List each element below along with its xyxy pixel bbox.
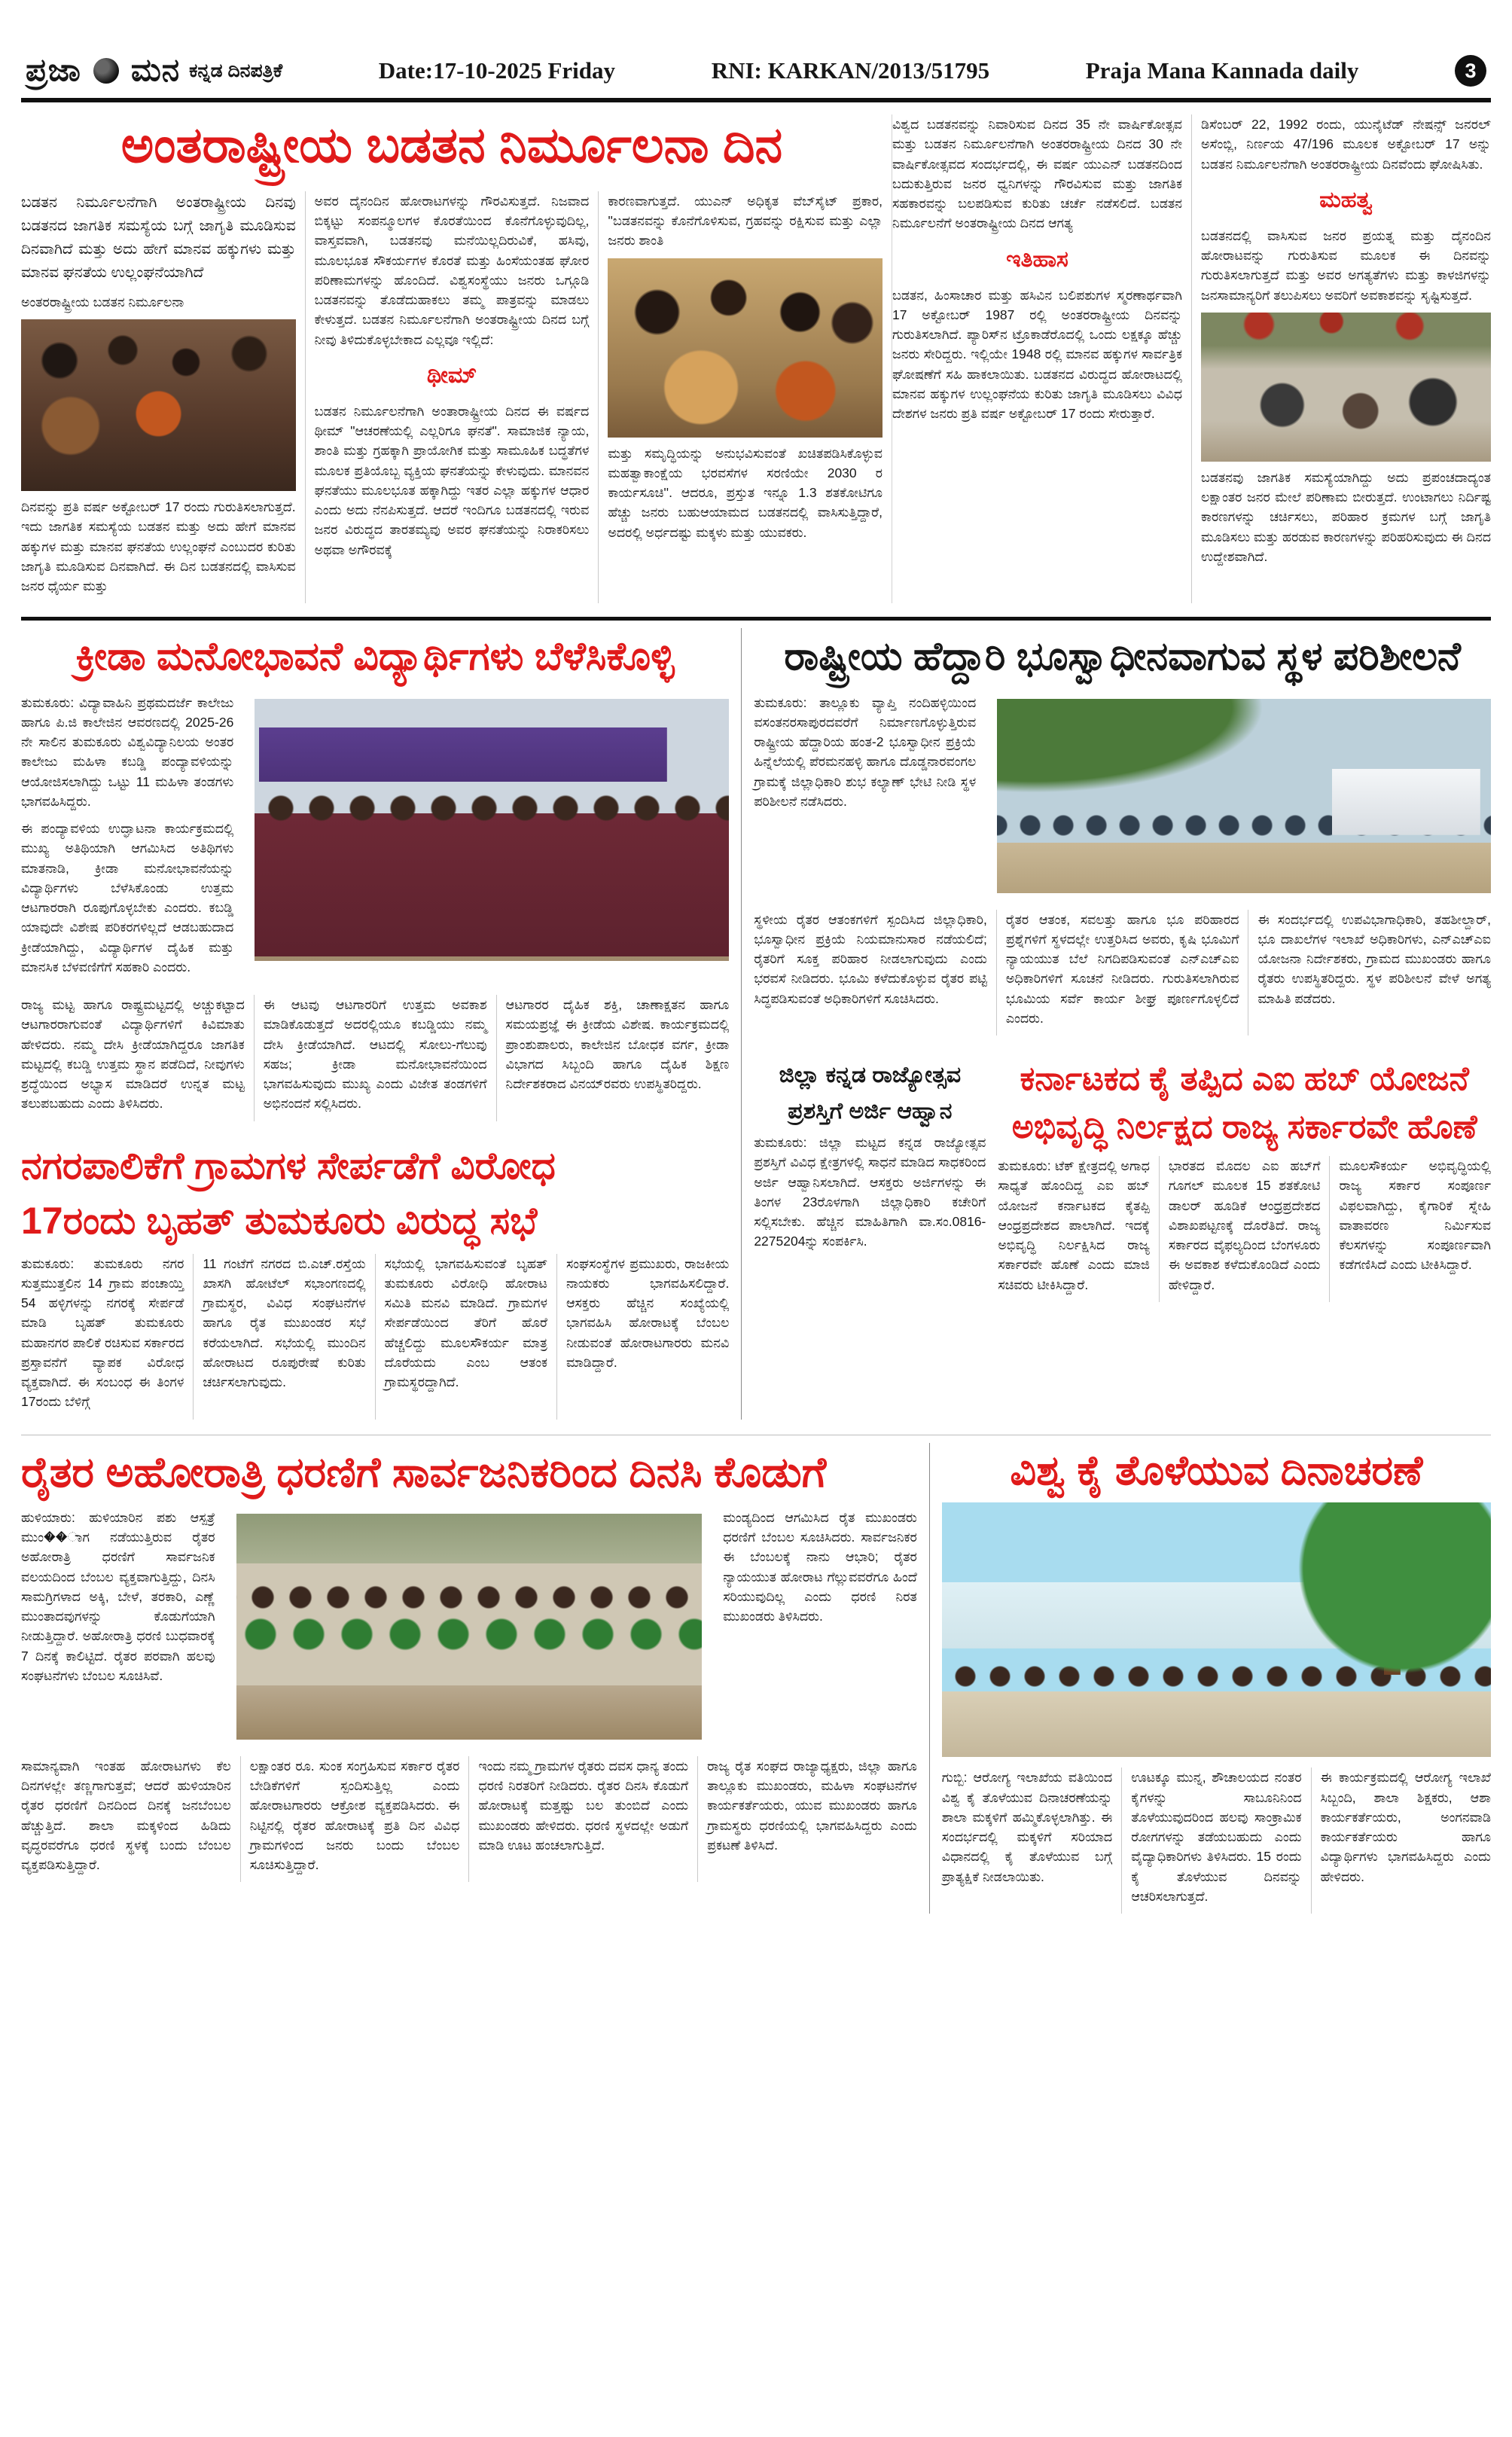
logo-text-right: ಮನ	[130, 53, 181, 88]
farmers-protest-photo	[236, 1514, 703, 1740]
masthead	[21, 0, 1491, 98]
highway-col-a	[754, 910, 996, 1036]
sports-p1: ತುಮಕೂರು: ವಿದ್ಯಾವಾಹಿನಿ ಪ್ರಥಮದರ್ಜೆ ಕಾಲೇಜು ಹಾಗೂ ಪಿ.ಜಿ ಕಾಲೇಜಿನ ಆವರಣದಲ್ಲಿ 2025-26 ನೇ ಸಾಲಿನ ತುಮಕೂರು ವಿಶ್ವವಿದ್ಯಾನಿಲಯ ಅಂತರ ಕಾಲೇಜು ಮಹಿಳಾ ಕಬಡ್ಡಿ ಪಂದ್ಯಾವಳಿಯನ್ನು ಆಯೋಜಿಸಲಾಗಿದ್ದು ಒಟ್ಟು 11 ಮಹಿಳಾ ತಂಡಗಳು ಭಾಗವಹಿಸಿದ್ದರು.	[21, 694, 234, 809]
handwash-col-b	[1121, 1768, 1310, 1914]
rajyotsava-body-col	[754, 1133, 986, 1252]
sports-headline: ಕ್ರೀಡಾ ಮನೋಭಾವನೆ ವಿದ್ಯಾರ್ಥಿಗಳು ಬೆಳೆಸಿಕೊಳ್ಳಿ	[75, 635, 675, 679]
ai-hub-headline-line1: ಕರ್ನಾಟಕದ ಕೈ ತಪ್ಪಿದ ಎಐ ಹಬ್ ಯೋಜನೆ	[1020, 1060, 1469, 1098]
handwash-col-a-text: ಗುಬ್ಬಿ: ಆರೋಗ್ಯ ಇಲಾಖೆಯ ವತಿಯಿಂದ ವಿಶ್ವ ಕೈ ತೊಳೆಯುವ ದಿನಾಚರಣೆಯನ್ನು ಶಾಲಾ ಮಕ್ಕಳಿಗೆ ಹಮ್ಮಿಕೊಳ್ಳಲಾಗಿತ್ತು. ಈ ಸಂದರ್ಭದಲ್ಲಿ ಮಕ್ಕಳಿಗೆ ಸರಿಯಾದ ವಿಧಾನದಲ್ಲಿ ಕೈ ತೊಳೆಯುವ ಬಗ್ಗೆ ಪ್ರಾತ್ಯಕ್ಷಿಕೆ ನೀಡಲಾಯಿತು.	[941, 1770, 1113, 1884]
article-sports	[21, 634, 729, 1121]
logo-subtitle: ಕನ್ನಡ ದಿನಪತ್ರಿಕೆ	[189, 59, 283, 81]
rajyotsava-body-text: ತುಮಕೂರು: ಜಿಲ್ಲಾ ಮಟ್ಟದ ಕನ್ನಡ ರಾಜ್ಯೋತ್ಸವ ಪ್ರಶಸ್ತಿಗೆ ವಿವಿಧ ಕ್ಷೇತ್ರಗಳಲ್ಲಿ ಸಾಧನೆ ಮಾಡಿದ ಸಾಧಕರಿಂದ ಅರ್ಜಿ ಆಹ್ವಾನಿಸಲಾಗಿದೆ. ಆಸಕ್ತರು ಅರ್ಜಿಗಳನ್ನು ಈ ತಿಂಗಳ 23ರೊಳಗಾಗಿ ಜಿಲ್ಲಾಧಿಕಾರಿ ಕಚೇರಿಗೆ ಸಲ್ಲಿಸಬೇಕು. ಹೆಚ್ಚಿನ ಮಾಹಿತಿಗಾಗಿ ವಾ.ಸಂ.0816-2275204ನ್ನು ಸಂಪರ್ಕಿಸಿ.	[754, 1135, 986, 1249]
sports-col-a	[21, 995, 254, 1121]
poverty-col2	[305, 191, 599, 604]
sports-intro-col	[21, 693, 242, 985]
municipality-col-c	[375, 1254, 556, 1420]
poverty-col4-p2: ಬಡತನ, ಹಿಂಸಾಚಾರ ಮತ್ತು ಹಸಿವಿನ ಬಲಿಪಶುಗಳ ಸ್ಮರಣಾರ್ಥವಾಗಿ 17 ಅಕ್ಟೋಬರ್ 1987 ರಲ್ಲಿ ಅಂತರರಾಷ್ಟ್ರೀಯ ದಿನವನ್ನು ಗುರುತಿಸಲಾಗಿದೆ. ಪ್ಯಾರಿಸ್‌ನ ಟ್ರೊಕಾಡೆರೊದಲ್ಲಿ ಒಂದು ಲಕ್ಷಕ್ಕೂ ಹೆಚ್ಚು ಜನರು ಸೇರಿದ್ದರು. ಇಲ್ಲಿಯೇ 1948 ರಲ್ಲಿ ಮಾನವ ಹಕ್ಕುಗಳ ಸಾರ್ವತ್ರಿಕ ಘೋಷಣೆಗೆ ಸಹಿ ಹಾಕಲಾಯಿತು. ಬಡತನದ ವಿರುದ್ಧದ ಹೋರಾಟದಲ್ಲಿ ಮಾನವ ಹಕ್ಕುಗಳ ಉಲ್ಲಂಘನೆಯ ಕುರಿತು ಜಾಗೃತಿ ಮೂಡಿಸಲು ವಿವಿಧ ದೇಶಗಳ ಜನರು ಪ್ರತಿ ವರ್ಷ ಅಕ್ಟೋಬರ್ 17 ರಂದು ಸೇರುತ್ತಾರೆ.	[892, 287, 1183, 421]
poverty-importance-subhead: ಮಹತ್ವ	[1319, 187, 1373, 212]
municipality-headline-line1: ನಗರಪಾಲಿಕೆಗೆ ಗ್ರಾಮಗಳ ಸೇರ್ಪಡೆಗೆ ವಿರೋಧ	[21, 1144, 556, 1187]
paper-logo	[26, 53, 282, 89]
farmers-top-row	[21, 1508, 917, 1746]
sports-col-b	[254, 995, 496, 1121]
farmers-bottom-d-text: ರಾಜ್ಯ ರೈತ ಸಂಘದ ರಾಜ್ಯಾಧ್ಯಕ್ಷರು, ಜಿಲ್ಲಾ ಹಾಗೂ ತಾಲ್ಲೂಕು ಮುಖಂಡರು, ಮಹಿಳಾ ಸಂಘಟನೆಗಳ ಕಾರ್ಯಕರ್ತೆಯರು, ಯುವ ಮುಖಂಡರು ಹಾಗೂ ಗ್ರಾಮಸ್ಥರು ಧರಣಿಯಲ್ಲಿ ಭಾಗವಹಿಸಿದ್ದರು ಎಂದು ಪ್ರಕಟಣೆ ತಿಳಿಸಿದೆ.	[707, 1758, 917, 1853]
poverty-right-block	[892, 114, 1491, 603]
poverty-col1-lead: ಬಡತನ ನಿರ್ಮೂಲನೆಗಾಗಿ ಅಂತರಾಷ್ಟ್ರೀಯ ದಿನವು ಬಡತನದ ಜಾಗತಿಕ ಸಮಸ್ಯೆಯ ಬಗ್ಗೆ ಜಾಗೃತಿ ಮೂಡಿಸುವ ದಿನವಾಗಿದೆ ಮತ್ತು ಅದು ಹೇಗೆ ಮಾನವ ಹಕ್ಕುಗಳು ಮತ್ತು ಮಾನವ ಘನತೆಯ ಉಲ್ಲಂಘನೆಯಾಗಿದೆ	[21, 194, 296, 281]
handwashing-event-photo	[942, 1502, 1491, 1757]
ai-hub-columns	[998, 1156, 1491, 1302]
farmers-bottom-b	[240, 1756, 469, 1883]
sports-col-c-text: ಆಟಗಾರರ ದೈಹಿಕ ಶಕ್ತಿ, ಚಾಣಾಕ್ಷತನ ಹಾಗೂ ಸಮಯಪ್ರಜ್ಞೆ ಈ ಕ್ರೀಡೆಯ ವಿಶೇಷ. ಕಾರ್ಯಕ್ರಮದಲ್ಲಿ ಪ್ರಾಂಶುಪಾಲರು, ಕಾಲೇಜಿನ ಬೋಧಕ ವರ್ಗ, ಕ್ರೀಡಾ ವಿಭಾಗದ ಸಿಬ್ಬಂದಿ ಹಾಗೂ ದೈಹಿಕ ಶಿಕ್ಷಣ ನಿರ್ದೇಶಕರಾದ ವಿನಯ್‌ರವರು ಉಪಸ್ಥಿತರಿದ್ದರು.	[505, 997, 730, 1092]
sports-photo-wrap	[255, 693, 729, 985]
ai-hub-col-c-text: ಮೂಲಸೌಕರ್ಯ ಅಭಿವೃದ್ಧಿಯಲ್ಲಿ ರಾಜ್ಯ ಸರ್ಕಾರ ಸಂಪೂರ್ಣ ವಿಫಲವಾಗಿದ್ದು, ಕೈಗಾರಿಕೆ ಸ್ನೇಹಿ ವಾತಾವರಣ ನಿರ್ಮಿಸುವ ಕೆಲಸಗಳನ್ನು ಸಂಪೂರ್ಣವಾಗಿ ಕಡೆಗಣಿಸಿದೆ ಎಂದು ಟೀಕಿಸಿದ್ದಾರೆ.	[1339, 1158, 1492, 1273]
poverty-col1	[21, 191, 305, 604]
article-farmers	[21, 1443, 930, 1914]
poverty-col3-p1: ಕಾರಣವಾಗುತ್ತದೆ. ಯುಎನ್ ಅಧಿಕೃತ ವೆಬ್‌ಸೈಟ್ ಪ್ರಕಾರ, ''ಬಡತನವನ್ನು ಕೊನೆಗೊಳಿಸುವ, ಗ್ರಹವನ್ನು ರಕ್ಷಿಸುವ ಮತ್ತು ಎಲ್ಲಾ ಜನರು ಶಾಂತಿ	[608, 193, 883, 249]
poverty-history-subhead: ಇತಿಹಾಸ	[1006, 246, 1068, 272]
poverty-col2-p1: ಅವರ ದೈನಂದಿನ ಹೋರಾಟಗಳನ್ನು ಗೌರವಿಸುತ್ತದೆ. ನಿಜವಾದ ಬಿಕ್ಕಟ್ಟು ಸಂಪನ್ಮೂಲಗಳ ಕೊರತೆಯಿಂದ ಕೊನೆಗೊಳ್ಳುವುದಿಲ್ಲ, ವಾಸ್ತವವಾಗಿ, ಬಡತನವು ಮನೆಯಿಲ್ಲದಿರುವಿಕೆ, ಹಸಿವು, ಮೂಲಭೂತ ಸೌಕರ್ಯಗಳ ಕೊರತೆ ಮತ್ತು ಹಿಂಸೆಯಂತಹ ಘೋರ ಪರಿಣಾಮಗಳನ್ನು ಹೊಂದಿದೆ. ವಿಶ್ವಸಂಸ್ಥೆಯು ಜನರು ಒಗ್ಗೂಡಿ ಬಡತನವನ್ನು ತೊಡೆದುಹಾಕಲು ತಮ್ಮ ಪಾತ್ರವನ್ನು ಮಾಡಲು ಕೇಳುತ್ತದೆ. ಬಡತನ ನಿರ್ಮೂಲನೆಗಾಗಿ ಅಂತರಾಷ್ಟ್ರೀಯ ದಿನದ ಬಗ್ಗೆ ನೀವು ತಿಳಿದುಕೊಳ್ಳಬೇಕಾದ ಎಲ್ಲವೂ ಇಲ್ಲಿದೆ:	[314, 193, 590, 347]
sports-col-a-text: ರಾಜ್ಯ ಮಟ್ಟ ಹಾಗೂ ರಾಷ್ಟ್ರಮಟ್ಟದಲ್ಲಿ ಅಚ್ಚುಕಟ್ಟಾದ ಆಟಗಾರರಾಗುವಂತೆ ವಿದ್ಯಾರ್ಥಿಗಳಿಗೆ ಕಿವಿಮಾತು ಹೇಳಿದರು. ನಮ್ಮ ದೇಸಿ ಕ್ರೀಡೆಯಾಗಿದ್ದರೂ ಜಾಗತಿಕ ಮಟ್ಟದಲ್ಲಿ ಕಬಡ್ಡಿ ಉತ್ತಮ ಸ್ಥಾನ ಪಡೆದಿದೆ, ನೀವುಗಳು ಶ್ರದ್ಧೆಯಿಂದ ಅಭ್ಯಾಸ ಮಾಡಿದರೆ ಉನ್ನತ ಮಟ್ಟ ತಲುಪಬಹುದು ಎಂದು ತಿಳಿಸಿದರು.	[21, 997, 245, 1112]
highway-col-b-text: ರೈತರ ಆತಂಕ, ಸವಲತ್ತು ಹಾಗೂ ಭೂ ಪರಿಹಾರದ ಪ್ರಶ್ನೆಗಳಿಗೆ ಸ್ಥಳದಲ್ಲೇ ಉತ್ತರಿಸಿದ ಅವರು, ಕೃಷಿ ಭೂಮಿಗೆ ನ್ಯಾಯಯುತ ಬೆಲೆ ನಿಗದಿಪಡಿಸುವಂತೆ ಎನ್‌ಎಚ್‌ಎಐ ಅಧಿಕಾರಿಗಳಿಗೆ ಸೂಚನೆ ನೀಡಿದರು. ಗುರುತಿಸಲಾಗಿರುವ ಭೂಮಿಯ ಸರ್ವೆ ಕಾರ್ಯ ಶೀಘ್ರ ಪೂರ್ಣಗೊಳ್ಳಲಿದೆ ಎಂದರು.	[1005, 911, 1239, 1026]
ai-hub-col-c	[1329, 1156, 1491, 1302]
farmers-bottom-b-text: ಲಕ್ಷಾಂತರ ರೂ. ಸುಂಕ ಸಂಗ್ರಹಿಸುವ ಸರ್ಕಾರ ರೈತರ ಬೇಡಿಕೆಗಳಿಗೆ ಸ್ಪಂದಿಸುತ್ತಿಲ್ಲ ಎಂದು ಹೋರಾಟಗಾರರು ಆಕ್ರೋಶ ವ್ಯಕ್ತಪಡಿಸಿದರು. ಈ ನಿಟ್ಟಿನಲ್ಲಿ ರೈತರ ಹೋರಾಟಕ್ಕೆ ಪ್ರತಿ ದಿನ ವಿವಿಧ ಗ್ರಾಮಗಳಿಂದ ಜನರು ಬಂದು ಬೆಂಬಲ ಸೂಚಿಸುತ್ತಿದ್ದಾರೆ.	[249, 1758, 460, 1873]
poverty-food-distribution-photo	[21, 319, 296, 491]
highway-col-b	[996, 910, 1248, 1036]
sports-top-row	[21, 693, 729, 985]
municipality-col-b-text: 11 ಗಂಟೆಗೆ ನಗರದ ಬಿ.ಎಚ್.ರಸ್ತೆಯ ಖಾಸಗಿ ಹೋಟೆಲ್ ಸಭಾಂಗಣದಲ್ಲಿ ಗ್ರಾಮಸ್ಥರ, ವಿವಿಧ ಸಂಘಟನೆಗಳ ಹಾಗೂ ರೈತ ಮುಖಂಡರ ಸಭೆ ಕರೆಯಲಾಗಿದೆ. ಸಭೆಯಲ್ಲಿ ಮುಂದಿನ ಹೋರಾಟದ ರೂಪುರೇಷೆ ಕುರಿತು ಚರ್ಚಿಸಲಾಗುವುದು.	[203, 1255, 366, 1390]
poverty-children-photo	[608, 258, 883, 438]
highway-photo-wrap	[997, 693, 1491, 899]
poverty-theme-subhead: ಥೀಮ್	[426, 362, 477, 388]
poverty-col3-p2: ಮತ್ತು ಸಮೃದ್ಧಿಯನ್ನು ಅನುಭವಿಸುವಂತೆ ಖಚಿತಪಡಿಸಿಕೊಳ್ಳುವ ಮಹತ್ವಾಕಾಂಕ್ಷೆಯ ಭರವಸೆಗಳ ಸರಣಿಯೇ 2030 ರ ಕಾರ್ಯಸೂಚಿ''. ಆದರೂ, ಪ್ರಸ್ತುತ ಇನ್ನೂ 1.3 ಶತಕೋಟಿಗೂ ಹೆಚ್ಚು ಜನರು ಬಹುಆಯಾಮದ ಬಡತನದಲ್ಲಿ ವಾಸಿಸುತ್ತಿದ್ದಾರೆ, ಅದರಲ್ಲಿ ಅರ್ಧದಷ್ಟು ಮಕ್ಕಳು ಮತ್ತು ಯುವಕರು.	[608, 445, 883, 540]
sports-p2: ಈ ಪಂದ್ಯಾವಳಿಯ ಉದ್ಘಾಟನಾ ಕಾರ್ಯಕ್ರಮದಲ್ಲಿ ಮುಖ್ಯ ಅತಿಥಿಯಾಗಿ ಆಗಮಿಸಿದ ಅತಿಥಿಗಳು ಮಾತನಾಡಿ, ಕ್ರೀಡಾ ಮನೋಭಾವನೆಯನ್ನು ವಿದ್ಯಾರ್ಥಿಗಳು ಬೆಳೆಸಿಕೊಂಡು ಉತ್ತಮ ಆಟಗಾರರಾಗಿ ರೂಪುಗೊಳ್ಳಬೇಕು ಎಂದರು. ಕಬಡ್ಡಿ ಯಾವುದೇ ವಿಶೇಷ ಪರಿಕರಗಳಿಲ್ಲದೆ ಆಡಬಹುದಾದ ಕ್ರೀಡೆಯಾಗಿದ್ದು, ವಿದ್ಯಾರ್ಥಿಗಳ ದೈಹಿಕ ಮತ್ತು ಮಾನಸಿಕ ಬೆಳವಣಿಗೆಗೆ ಸಹಕಾರಿ ಎಂದರು.	[21, 821, 234, 974]
municipality-col-d	[556, 1254, 729, 1420]
farmers-bottom-a	[21, 1756, 240, 1883]
rajyotsava-title-line2: ಪ್ರಶಸ್ತಿಗೆ ಅರ್ಜಿ ಆಹ್ವಾನ	[788, 1098, 953, 1124]
handwash-col-c-text: ಈ ಕಾರ್ಯಕ್ರಮದಲ್ಲಿ ಆರೋಗ್ಯ ಇಲಾಖೆ ಸಿಬ್ಬಂದಿ, ಶಾಲಾ ಶಿಕ್ಷಕರು, ಆಶಾ ಕಾರ್ಯಕರ್ತೆಯರು, ಅಂಗನವಾಡಿ ಕಾರ್ಯಕರ್ತೆಯರು ಹಾಗೂ ವಿದ್ಯಾರ್ಥಿಗಳು ಭಾಗವಹಿಸಿದ್ದರು ಎಂದು ಹೇಳಿದರು.	[1320, 1770, 1491, 1884]
masthead-date: Date:17-10-2025 Friday	[378, 57, 616, 84]
poverty-col3	[598, 191, 883, 604]
sports-col-c	[496, 995, 730, 1121]
poverty-col5-p2: ಬಡತನದಲ್ಲಿ ವಾಸಿಸುವ ಜನರ ಪ್ರಯತ್ನ ಮತ್ತು ದೈನಂದಿನ ಹೋರಾಟವನ್ನು ಗುರುತಿಸುವ ಮೂಲಕ ಈ ದಿನವನ್ನು ಗುರುತಿಸಲಾಗುತ್ತದೆ ಮತ್ತು ಅವರ ಅಗತ್ಯತೆಗಳು ಮತ್ತು ಕಾಳಜಿಗಳನ್ನು ಜನಸಾಮಾನ್ಯರಿಗೆ ತಲುಪಿಸಲು ಅವರಿಗೆ ಅವಕಾಶವನ್ನು ಸೃಷ್ಟಿಸುತ್ತದೆ.	[1201, 227, 1492, 303]
logo-emblem-icon	[93, 58, 119, 84]
municipality-col-a	[21, 1254, 193, 1420]
middle-right-stack	[742, 628, 1491, 1419]
municipality-col-c-text: ಸಭೆಯಲ್ಲಿ ಭಾಗವಹಿಸುವಂತೆ ಬೃಹತ್ ತುಮಕೂರು ವಿರೋಧಿ ಹೋರಾಟ ಸಮಿತಿ ಮನವಿ ಮಾಡಿದೆ. ಗ್ರಾಮಗಳ ಸೇರ್ಪಡೆಯಿಂದ ತೆರಿಗೆ ಹೊರೆ ಹೆಚ್ಚಲಿದ್ದು ಮೂಲಸೌಕರ್ಯ ಮಾತ್ರ ದೊರೆಯದು ಎಂಬ ಆತಂಕ ಗ್ರಾಮಸ್ಥರದ್ದಾಗಿದೆ.	[384, 1255, 547, 1390]
poverty-columns-left	[21, 191, 883, 604]
rajyotsava-title-line1: ಜಿಲ್ಲಾ ಕನ್ನಡ ರಾಜ್ಯೋತ್ಸವ	[779, 1063, 962, 1088]
handwash-col-c	[1311, 1768, 1491, 1914]
poverty-col2-p2: ಬಡತನ ನಿರ್ಮೂಲನೆಗಾಗಿ ಅಂತಾರಾಷ್ಟ್ರೀಯ ದಿನದ ಈ ವರ್ಷದ ಥೀಮ್ "ಆಚರಣೆಯಲ್ಲಿ ಎಲ್ಲರಿಗೂ ಘನತೆ". ಸಾಮಾಜಿಕ ನ್ಯಾಯ, ಶಾಂತಿ ಮತ್ತು ಗ್ರಹಕ್ಕಾಗಿ ಪ್ರಾಯೋಗಿಕ ಮತ್ತು ಸಾಮೂಹಿಕ ಬದ್ಧತೆಗಳ ಮೂಲಕ ಪ್ರತಿಯೊಬ್ಬ ವ್ಯಕ್ತಿಯ ಘನತೆಯನ್ನು ಕೇಳುವುದು. ಮಾನವನ ಘನತೆಯು ಮೂಲಭೂತ ಹಕ್ಕಾಗಿದ್ದು ಇತರ ಎಲ್ಲಾ ಹಕ್ಕುಗಳ ಆಧಾರ ಎಂದು ಅದು ನೆನಪಿಸುತ್ತದೆ. ಆದರೆ ಇಂದಿಗೂ ಬಡತನದಲ್ಲಿ ಇರುವ ಜನರ ವಿರುದ್ಧದ ತಾರತಮ್ಯವು ಅವರ ಘನತೆಯನ್ನು ನಿರಾಕರಿಸಲು ಅಥವಾ ಅಗೌರವಕ್ಕೆ	[314, 403, 590, 557]
ai-hub-col-b-text: ಭಾರತದ ಮೊದಲ ಎಐ ಹಬ್‌ಗೆ ಗೂಗಲ್ ಮೂಲಕ 15 ಶತಕೋಟಿ ಡಾಲರ್ ಹೂಡಿಕೆ ಆಂಧ್ರಪ್ರದೇಶದ ವಿಶಾಖಪಟ್ಟಣಕ್ಕೆ ದೊರೆತಿದೆ. ರಾಜ್ಯ ಸರ್ಕಾರದ ವೈಫಲ್ಯದಿಂದ ಬೆಂಗಳೂರು ಈ ಅವಕಾಶ ಕಳೆದುಕೊಂಡಿದೆ ಎಂದು ಹೇಳಿದ್ದಾರೆ.	[1168, 1158, 1321, 1292]
municipality-col-d-text: ಸಂಘಸಂಸ್ಥೆಗಳ ಪ್ರಮುಖರು, ರಾಜಕೀಯ ನಾಯಕರು ಭಾಗವಹಿಸಲಿದ್ದಾರೆ. ಆಸಕ್ತರು ಹೆಚ್ಚಿನ ಸಂಖ್ಯೆಯಲ್ಲಿ ಭಾಗವಹಿಸಿ ಹೋರಾಟಕ್ಕೆ ಬೆಂಬಲ ನೀಡುವಂತೆ ಹೋರಾಟಗಾರರು ಮನವಿ ಮಾಡಿದ್ದಾರೆ.	[565, 1255, 730, 1370]
municipality-columns	[21, 1254, 729, 1420]
highway-intro-text: ತುಮಕೂರು: ತಾಲ್ಲೂಕು ವ್ಯಾಪ್ತಿ ನಂದಿಹಳ್ಳಿಯಿಂದ ವಸಂತನರಸಾಪುರದವರೆಗೆ ನಿರ್ಮಾಣಗೊಳ್ಳುತ್ತಿರುವ ರಾಷ್ಟ್ರೀಯ ಹೆದ್ದಾರಿಯ ಹಂತ-2 ಭೂಸ್ವಾಧೀನ ಪ್ರಕ್ರಿಯೆ ಹಿನ್ನೆಲೆಯಲ್ಲಿ ಪೆರಮನಹಳ್ಳಿ ಹಾಗೂ ದೊಡ್ಡನಾರವಂಗಲ ಗ್ರಾಮಕ್ಕೆ ಜಿಲ್ಲಾಧಿಕಾರಿ ಶುಭ ಕಲ್ಯಾಣ್ ಭೇಟಿ ನೀಡಿ ಸ್ಥಳ ಪರಿಶೀಲನೆ ನಡೆಸಿದರು.	[754, 694, 977, 809]
ai-hub-col-b	[1159, 1156, 1330, 1302]
middle-right-bottom	[754, 1055, 1491, 1302]
handwash-col-a	[942, 1768, 1121, 1914]
farmers-bottom-a-text: ಸಾಮಾನ್ಯವಾಗಿ ಇಂತಹ ಹೋರಾಟಗಳು ಕೆಲ ದಿನಗಳಲ್ಲೇ ತಣ್ಣಗಾಗುತ್ತವೆ; ಆದರೆ ಹುಳಿಯಾರಿನ ರೈತರ ಧರಣಿಗೆ ದಿನದಿಂದ ದಿನಕ್ಕೆ ಜನಬೆಂಬಲ ಹೆಚ್ಚುತ್ತಿದೆ. ಶಾಲಾ ಮಕ್ಕಳಿಂದ ಹಿಡಿದು ವೃದ್ಧರವರೆಗೂ ಧರಣಿ ಸ್ಥಳಕ್ಕೆ ಬಂದು ಬೆಂಬಲ ವ್ಯಕ್ತಪಡಿಸುತ್ತಿದ್ದಾರೆ.	[21, 1758, 231, 1873]
poverty-street-scene-photo	[1201, 313, 1491, 462]
page-number-badge: 3	[1455, 55, 1486, 87]
handwash-col-b-text: ಊಟಕ್ಕೂ ಮುನ್ನ, ಶೌಚಾಲಯದ ನಂತರ ಕೈಗಳನ್ನು ಸಾಬೂನಿನಿಂದ ತೊಳೆಯುವುದರಿಂದ ಹಲವು ಸಾಂಕ್ರಾಮಿಕ ರೋಗಗಳನ್ನು ತಡೆಯಬಹುದು ಎಂದು ವೈದ್ಯಾಧಿಕಾರಿಗಳು ತಿಳಿಸಿದರು. 15 ರಂದು ಕೈ ತೊಳೆಯುವ ದಿನವನ್ನು ಆಚರಿಸಲಾಗುತ್ತದೆ.	[1131, 1770, 1302, 1904]
article-poverty-day	[21, 102, 1491, 617]
article-rajyotsava	[754, 1055, 986, 1302]
farmers-bottom-columns	[21, 1756, 917, 1883]
poverty-col5-p3: ಬಡತನವು ಜಾಗತಿಕ ಸಮಸ್ಯೆಯಾಗಿದ್ದು ಅದು ಪ್ರಪಂಚದಾದ್ಯಂತ ಲಕ್ಷಾಂತರ ಜನರ ಮೇಲೆ ಪರಿಣಾಮ ಬೀರುತ್ತದೆ. ಉಂಟಾಗಲು ನಿರ್ದಿಷ್ಟ ಕಾರಣಗಳನ್ನು ಚರ್ಚಿಸಲು, ಪರಿಹಾರ ಕ್ರಮಗಳ ಬಗ್ಗೆ ಜಾಗೃತಿ ಮೂಡಿಸಲು ಮತ್ತು ಹರಡುವ ಕಾರಣಗಳನ್ನು ಪರಿಹರಿಸುವುದು ಈ ದಿನದ ಉದ್ದೇಶವಾಗಿದೆ.	[1201, 469, 1492, 564]
logo-text-left: ಪ್ರಜಾ	[26, 53, 81, 88]
article-ai-hub	[998, 1055, 1491, 1302]
farmers-right-col	[714, 1508, 917, 1746]
municipality-col-a-text: ತುಮಕೂರು: ತುಮಕೂರು ನಗರ ಸುತ್ತಮುತ್ತಲಿನ 14 ಗ್ರಾಮ ಪಂಚಾಯ್ತಿ 54 ಹಳ್ಳಿಗಳನ್ನು ನಗರಕ್ಕೆ ಸೇರ್ಪಡೆ ಮಾಡಿ ಬೃಹತ್ ತುಮಕೂರು ಮಹಾನಗರ ಪಾಲಿಕೆ ರಚಿಸುವ ಸರ್ಕಾರದ ಪ್ರಸ್ತಾವನೆಗೆ ವ್ಯಾಪಕ ವಿರೋಧ ವ್ಯಕ್ತವಾಗಿದೆ. ಈ ಸಂಬಂಧ ಈ ತಿಂಗಳ 17ರಂದು ಬೆಳಿಗ್ಗೆ	[21, 1255, 184, 1410]
farmers-photo-wrap	[236, 1508, 703, 1746]
highway-top-row	[754, 693, 1491, 899]
bottom-section	[21, 1435, 1491, 1914]
masthead-rni: RNI: KARKAN/2013/51795	[711, 57, 990, 84]
farmers-left-col	[21, 1508, 224, 1746]
highway-col-c	[1248, 910, 1491, 1036]
poverty-col4	[892, 114, 1191, 603]
poverty-col1-p3: ದಿನವನ್ನು ಪ್ರತಿ ವರ್ಷ ಅಕ್ಟೋಬರ್ 17 ರಂದು ಗುರುತಿಸಲಾಗುತ್ತದೆ. ಇದು ಜಾಗತಿಕ ಸಮಸ್ಯೆಯ ಬಡತನ ಮತ್ತು ಅದು ಹೇಗೆ ಮಾನವ ಹಕ್ಕುಗಳ ಮತ್ತು ಮಾನವ ಘನತೆಯ ಉಲ್ಲಂಘನೆ ಎಂಬುದರ ಕುರಿತು ಜಾಗೃತಿ ಮೂಡಿಸುವ ದಿನವಾಗಿದೆ. ಈ ದಿನ ಬಡತನದಲ್ಲಿ ವಾಸಿಸುವ ಜನರ ಧೈರ್ಯ ಮತ್ತು	[21, 499, 296, 594]
handwash-headline: ವಿಶ್ವ ಕೈ ತೊಳೆಯುವ ದಿನಾಚರಣೆ	[1010, 1447, 1423, 1493]
article-handwash	[930, 1443, 1491, 1914]
highway-headline: ರಾಷ್ಟ್ರೀಯ ಹೆದ್ದಾರಿ ಭೂಸ್ವಾಧೀನವಾಗುವ ಸ್ಥಳ ಪರಿಶೀಲನೆ	[784, 635, 1461, 679]
poverty-col1-p2: ಅಂತರರಾಷ್ಟ್ರೀಯ ಬಡತನ ನಿರ್ಮೂಲನಾ	[21, 294, 184, 310]
farmers-right-text: ಮಂಡ್ಯದಿಂದ ಆಗಮಿಸಿದ ರೈತ ಮುಖಂಡರು ಧರಣಿಗೆ ಬೆಂಬಲ ಸೂಚಿಸಿದರು. ಸಾರ್ವಜನಿಕರ ಈ ಬೆಂಬಲಕ್ಕೆ ನಾನು ಆಭಾರಿ; ರೈತರ ನ್ಯಾಯಯುತ ಹೋರಾಟ ಗೆಲ್ಲುವವರೆಗೂ ಹಿಂದೆ ಸರಿಯುವುದಿಲ್ಲ ಎಂದು ಧರಣಿ ನಿರತ ಮುಖಂಡರು ತಿಳಿಸಿದರು.	[723, 1509, 917, 1624]
ai-hub-headline-line2: ಅಭಿವೃದ್ಧಿ ನಿರ್ಲಕ್ಷದ ರಾಜ್ಯ ಸರ್ಕಾರವೇ ಹೊಣೆ	[1011, 1109, 1477, 1146]
sports-col-b-text: ಈ ಆಟವು ಆಟಗಾರರಿಗೆ ಉತ್ತಮ ಅವಕಾಶ ಮಾಡಿಕೊಡುತ್ತದೆ ಅದರಲ್ಲಿಯೂ ಕಬಡ್ಡಿಯು ನಮ್ಮ ದೇಸಿ ಕ್ರೀಡೆಯಾಗಿದೆ. ಆಟದಲ್ಲಿ ಸೋಲು-ಗೆಲುವು ಸಹಜ; ಕ್ರೀಡಾ ಮನೋಭಾವನೆಯಿಂದ ಭಾಗವಹಿಸುವುದು ಮುಖ್ಯ ಎಂದು ವಿಜೇತ ತಂಡಗಳಿಗೆ ಅಭಿನಂದನೆ ಸಲ್ಲಿಸಿದರು.	[263, 997, 487, 1112]
ai-hub-col-a-text: ತುಮಕೂರು: ಟೆಕ್ ಕ್ಷೇತ್ರದಲ್ಲಿ ಅಗಾಧ ಸಾಧ್ಯತೆ ಹೊಂದಿದ್ದ ಎಐ ಹಬ್ ಯೋಜನೆ ಕರ್ನಾಟಕದ ಕೈತಪ್ಪಿ ಆಂಧ್ರಪ್ರದೇಶದ ಪಾಲಾಗಿದೆ. ಇದಕ್ಕೆ ಅಭಿವೃದ್ಧಿ ನಿರ್ಲಕ್ಷಿಸಿದ ರಾಜ್ಯ ಸರ್ಕಾರವೇ ಹೊಣೆ ಎಂದು ಮಾಜಿ ಸಚಿವರು ಟೀಕಿಸಿದ್ದಾರೆ.	[998, 1158, 1150, 1292]
farmers-headline: ರೈತರ ಅಹೋರಾತ್ರಿ ಧರಣಿಗೆ ಸಾರ್ವಜನಿಕರಿಂದ ದಿನಸಿ ಕೊಡುಗೆ	[21, 1447, 827, 1496]
poverty-left-block	[21, 114, 883, 603]
highway-col-a-text: ಸ್ಥಳೀಯ ರೈತರ ಆತಂಕಗಳಿಗೆ ಸ್ಪಂದಿಸಿದ ಜಿಲ್ಲಾಧಿಕಾರಿ, ಭೂಸ್ವಾಧೀನ ಪ್ರಕ್ರಿಯೆ ನಿಯಮಾನುಸಾರ ನಡೆಯಲಿದೆ; ರೈತರಿಗೆ ಸೂಕ್ತ ಪರಿಹಾರ ನೀಡಲಾಗುವುದು ಎಂದು ಭರವಸೆ ನೀಡಿದರು. ಭೂಮಿ ಕಳೆದುಕೊಳ್ಳುವ ರೈತರ ಪಟ್ಟಿ ಸಿದ್ಧಪಡಿಸುವಂತೆ ಅಧಿಕಾರಿಗಳಿಗೆ ಸೂಚಿಸಿದರು.	[754, 911, 987, 1006]
middle-left-stack	[21, 628, 742, 1419]
ai-hub-col-a	[998, 1156, 1159, 1302]
farmers-bottom-d	[697, 1756, 917, 1883]
municipality-col-b	[193, 1254, 374, 1420]
farmers-bottom-c	[468, 1756, 697, 1883]
handwash-columns	[942, 1768, 1491, 1914]
highway-col-c-text: ಈ ಸಂದರ್ಭದಲ್ಲಿ ಉಪವಿಭಾಗಾಧಿಕಾರಿ, ತಹಶೀಲ್ದಾರ್, ಭೂ ದಾಖಲೆಗಳ ಇಲಾಖೆ ಅಧಿಕಾರಿಗಳು, ಎನ್‌ಎಚ್‌ಎಐ ಯೋಜನಾ ನಿರ್ದೇಶಕರು, ಗ್ರಾಮದ ಮುಖಂಡರು ಹಾಗೂ ರೈತರು ಉಪಸ್ಥಿತರಿದ್ದರು. ಸ್ಥಳ ಪರಿಶೀಲನೆ ವೇಳೆ ಅಗತ್ಯ ಮಾಹಿತಿ ಪಡೆದರು.	[1257, 911, 1491, 1006]
masthead-paper-name: Praja Mana Kannada daily	[1085, 57, 1359, 84]
highway-columns	[754, 910, 1491, 1036]
article-highway	[754, 634, 1491, 1035]
highway-inspection-photo	[997, 699, 1491, 893]
municipality-headline-line2: 17ರಂದು ಬೃಹತ್ ತುಮಕೂರು ವಿರುದ್ಧ ಸಭೆ	[21, 1199, 538, 1242]
sports-columns	[21, 995, 729, 1121]
kabaddi-team-group-photo	[255, 699, 729, 961]
farmers-left-text: ಹುಳಿಯಾರು: ಹುಳಿಯಾರಿನ ಪಶು ಆಸ್ಪತ್ರೆ ಮುಂ��ಾಗ ನಡೆಯುತ್ತಿರುವ ರೈತರ ಅಹೋರಾತ್ರಿ ಧರಣಿಗೆ ಸಾರ್ವಜನಿಕ ವಲಯದಿಂದ ಬೆಂಬಲ ವ್ಯಕ್ತವಾಗುತ್ತಿದ್ದು, ದಿನಸಿ ಸಾಮಗ್ರಿಗಳಾದ ಅಕ್ಕಿ, ಬೇಳೆ, ತರಕಾರಿ, ಎಣ್ಣೆ ಮುಂತಾದವುಗಳನ್ನು ಕೊಡುಗೆಯಾಗಿ ನೀಡುತ್ತಿದ್ದಾರೆ. ಅಹೋರಾತ್ರಿ ಧರಣಿ ಬುಧವಾರಕ್ಕೆ 7 ದಿನಕ್ಕೆ ಕಾಲಿಟ್ಟಿದೆ. ರೈತರ ಪರವಾಗಿ ಹಲವು ಸಂಘಟನೆಗಳು ಬೆಂಬಲ ಸೂಚಿಸಿವೆ.	[21, 1509, 215, 1683]
poverty-col5	[1191, 114, 1491, 603]
poverty-col4-p1: ವಿಶ್ವದ ಬಡತನವನ್ನು ನಿವಾರಿಸುವ ದಿನದ 35 ನೇ ವಾರ್ಷಿಕೋತ್ಸವ ಮತ್ತು ಬಡತನ ನಿರ್ಮೂಲನೆಗಾಗಿ ಅಂತರರಾಷ್ಟ್ರೀಯ ದಿನದ 30 ನೇ ವಾರ್ಷಿಕೋತ್ಸವದ ಸಂದರ್ಭದಲ್ಲಿ, ಈ ವರ್ಷ ಯುಎನ್ ಬಡತನದಿಂದ ಬದುಕುತ್ತಿರುವ ಜನರ ಧ್ವನಿಗಳನ್ನು ಗೌರವಿಸುವ ಮತ್ತು ಜಾಗತಿಕ ಸಹಕಾರವನ್ನು ಬಲಪಡಿಸುವ ಕುರಿತು ಚರ್ಚೆ ನಡೆಸಲಿದೆ. ಬಡತನ ನಿರ್ಮೂಲನೆಗೆ ಅಂತರಾಷ್ಟ್ರೀಯ ದಿನದ ಆಗತ್ಯ	[892, 117, 1183, 231]
middle-section	[21, 617, 1491, 1419]
poverty-headline: ಅಂತರಾಷ್ಟ್ರೀಯ ಬಡತನ ನಿರ್ಮೂಲನಾ ದಿನ	[120, 117, 783, 172]
article-municipality	[21, 1144, 729, 1420]
poverty-col5-p1: ಡಿಸೆಂಬರ್ 22, 1992 ರಂದು, ಯುನೈಟೆಡ್ ನೇಷನ್ಸ್ ಜನರಲ್ ಅಸೆಂಬ್ಲಿ, ನಿರ್ಣಯ 47/196 ಮೂಲಕ ಅಕ್ಟೋಬರ್ 17 ಅನ್ನು ಬಡತನ ನಿರ್ಮೂಲನೆಗಾಗಿ ಅಂತರರಾಷ್ಟ್ರೀಯ ದಿನವೆಂದು ಘೋಷಿಸಿತು.	[1201, 117, 1492, 172]
highway-intro-col	[754, 693, 985, 899]
farmers-bottom-c-text: ಇಂದು ನಮ್ಮ ಗ್ರಾಮಗಳ ರೈತರು ದವಸ ಧಾನ್ಯ ತಂದು ಧರಣಿ ನಿರತರಿಗೆ ನೀಡಿದರು. ರೈತರ ದಿನಸಿ ಕೊಡುಗೆ ಹೋರಾಟಕ್ಕೆ ಮತ್ತಷ್ಟು ಬಲ ತುಂಬಿದೆ ಎಂದು ಮುಖಂಡರು ಹೇಳಿದರು. ಧರಣಿ ಸ್ಥಳದಲ್ಲೇ ಅಡುಗೆ ಮಾಡಿ ಊಟ ಹಂಚಲಾಗುತ್ತಿದೆ.	[478, 1758, 689, 1853]
